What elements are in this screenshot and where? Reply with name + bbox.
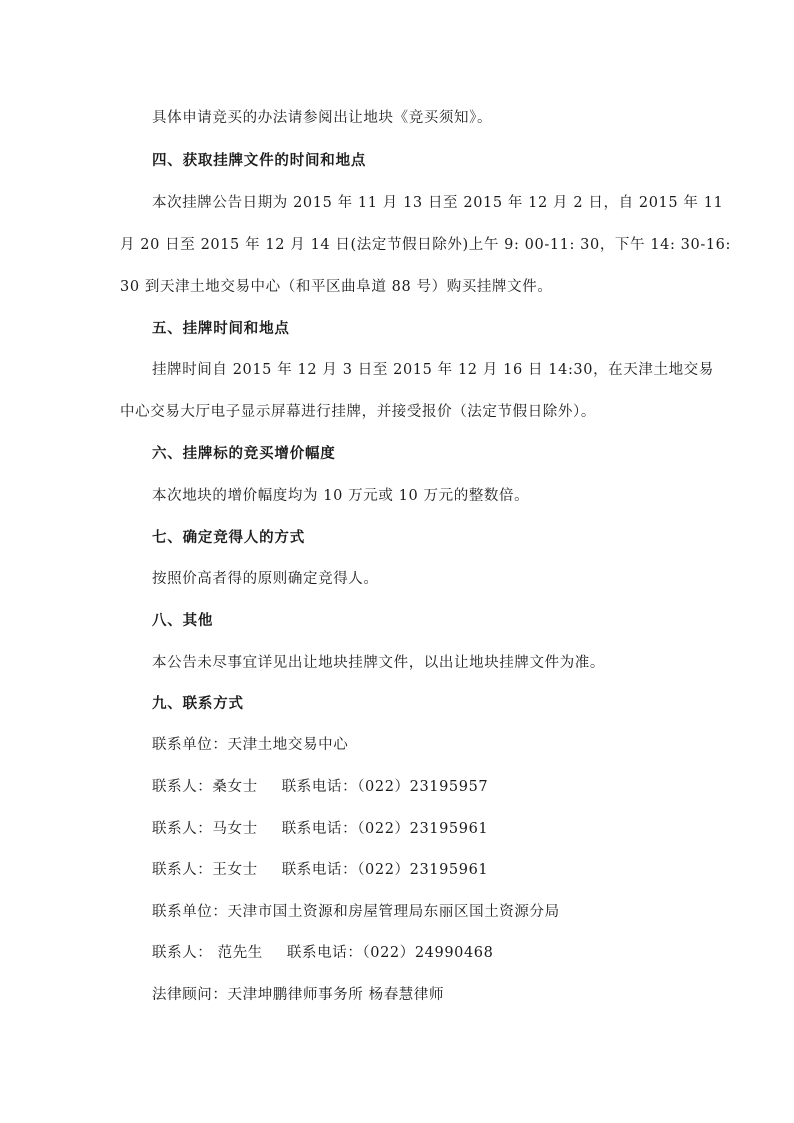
section-6-heading: 六、挂牌标的竞买增价幅度 xyxy=(152,446,336,462)
section-7-text: 按照价高者得的原则确定竞得人。 xyxy=(152,571,379,587)
legal-advisor: 法律顾问：天津坤鹏律师事务所 杨春慧律师 xyxy=(152,987,445,1003)
contact-person: 联系人：桑女士 xyxy=(152,779,258,795)
contact-phone: 联系电话：（022）23195957 xyxy=(281,779,489,795)
section-4-line-3: 30 到天津土地交易中心（和平区曲阜道 88 号）购买挂牌文件。 xyxy=(120,279,553,295)
contact-person: 联系人：马女士 xyxy=(152,821,258,837)
contact-phone: 联系电话：（022）24990468 xyxy=(286,945,494,961)
intro-paragraph: 具体申请竞买的办法请参阅出让地块《竞买须知》。 xyxy=(152,110,493,126)
contact-row xyxy=(152,817,488,838)
section-8-heading: 八、其他 xyxy=(152,613,214,629)
contact-row xyxy=(152,858,488,879)
section-5-line-1: 挂牌时间自 2015 年 12 月 3 日至 2015 年 12 月 16 日 14:30，在天津土地交易 xyxy=(152,362,714,378)
section-9-heading: 九、联系方式 xyxy=(152,696,244,712)
contact-row xyxy=(152,775,488,796)
section-4-line-1: 本次挂牌公告日期为 2015 年 11 月 13 日至 2015 年 12 月 2 日，自 2015 年 11 xyxy=(152,195,724,211)
section-5-line-2: 中心交易大厅电子显示屏幕进行挂牌，并接受报价（法定节假日除外）。 xyxy=(120,404,596,420)
contact-phone: 联系电话：（022）23195961 xyxy=(281,821,489,837)
contact-phone: 联系电话：（022）23195961 xyxy=(281,862,489,878)
contact-unit-2: 联系单位：天津市国土资源和房屋管理局东丽区国土资源分局 xyxy=(152,904,560,920)
section-4-line-2: 月 20 日至 2015 年 12 月 14 日(法定节假日除外)上午 9: 00-11: 30，下午 14: 30-16: xyxy=(120,237,731,253)
contact-row xyxy=(152,941,493,962)
section-8-text: 本公告未尽事宜详见出让地块挂牌文件，以出让地块挂牌文件为准。 xyxy=(152,655,605,671)
contact-person: 联系人：王女士 xyxy=(152,862,258,878)
section-5-heading: 五、挂牌时间和地点 xyxy=(152,321,290,337)
contact-person: 联系人： 范先生 xyxy=(152,945,263,961)
contact-unit-1: 联系单位：天津土地交易中心 xyxy=(152,737,349,753)
section-6-text: 本次地块的增价幅度均为 10 万元或 10 万元的整数倍。 xyxy=(152,488,530,504)
section-7-heading: 七、确定竞得人的方式 xyxy=(152,530,305,546)
section-4-heading: 四、获取挂牌文件的时间和地点 xyxy=(152,153,367,169)
